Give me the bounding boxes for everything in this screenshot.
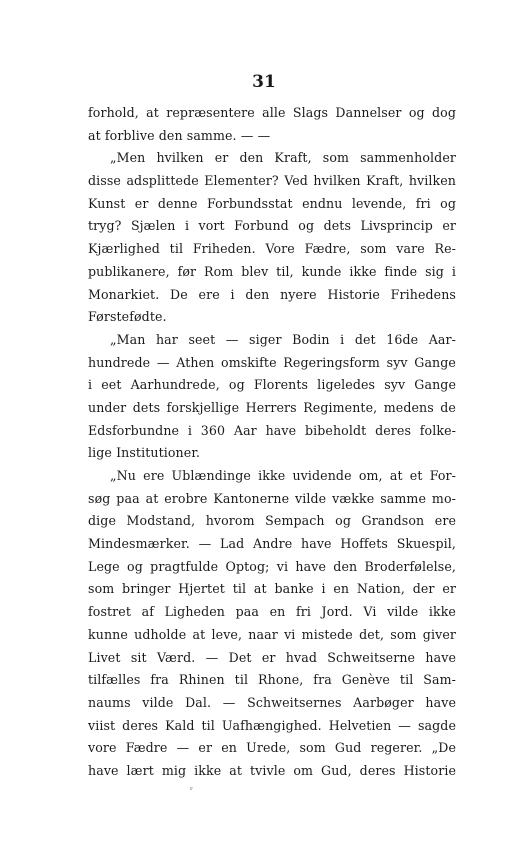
- text-line: Livet sit Værd. — Det er hvad Schweitserne have: [88, 649, 456, 665]
- text-line: tryg? Sjælen i vort Forbund og dets Livsprincip er: [88, 218, 456, 234]
- text-line: fostret af Ligheden paa en fri Jord. Vi vilde ikke: [88, 604, 456, 620]
- text-line: naums vilde Dal. — Schweitsernes Aarbøger have: [88, 694, 456, 710]
- text-line: hundrede — Athen omskifte Regeringsform syv Gange: [88, 354, 456, 370]
- text-line: dige Modstand, hvorom Sempach og Grandson ere: [88, 513, 456, 529]
- text-line: have lært mig ikke at tvivle om Gud, deres Historie: [88, 762, 456, 778]
- page-number: 31: [252, 72, 276, 92]
- text-line: viist deres Kald til Uafhængighed. Helvetien — sagde: [88, 717, 456, 733]
- body-text: [88, 102, 456, 783]
- text-line: under dets forskjellige Herrers Regimente, medens de: [88, 399, 456, 415]
- text-line: Kjærlighed til Friheden. Vore Fædre, som vare Re-: [88, 241, 456, 257]
- text-line: disse adsplittede Elementer? Ved hvilken Kraft, hvilken: [88, 173, 456, 189]
- text-line: kunne udholde at leve, naar vi mistede det, som giver: [88, 626, 456, 642]
- text-line: Monarkiet. De ere i den nyere Historie Frihedens: [88, 286, 456, 302]
- text-line: tilfælles fra Rhinen til Rhone, fra Genève til Sam-: [88, 672, 456, 688]
- text-line: „Man har seet — siger Bodin i det 16de Aar-: [110, 331, 456, 347]
- text-line: forhold, at repræsentere alle Slags Dannelser og dog: [88, 105, 456, 120]
- text-line: vore Fædre — er en Urede, som Gud regerer. „De: [88, 740, 456, 756]
- text-line: Mindesmærker. — Lad Andre have Hoffets Skuespil,: [88, 536, 456, 552]
- text-line: Edsforbundne i 360 Aar have bibeholdt deres folke-: [88, 422, 456, 438]
- text-line: Førstefødte.: [88, 309, 167, 325]
- text-line: Lege og pragtfulde Optog; vi have den Broderfølelse,: [88, 558, 456, 574]
- text-line: „Nu ere Ublændinge ikke uvidende om, at et For-: [110, 468, 456, 483]
- text-line: publikanere, før Rom blev til, kunde ikke finde sig i: [88, 263, 456, 279]
- text-line: Kunst er denne Forbundsstat endnu levende, fri og: [88, 195, 456, 211]
- printer-mark: ʳ: [190, 786, 194, 796]
- text-line: som bringer Hjertet til at banke i en Nation, der er: [88, 581, 456, 597]
- text-line: søg paa at erobre Kantonerne vilde vække samme mo-: [88, 490, 456, 506]
- text-line: at forblive den samme. — —: [88, 127, 271, 143]
- text-line: i eet Aarhundrede, og Florents ligeledes syv Gange: [88, 377, 456, 393]
- text-line: lige Institutioner.: [88, 445, 201, 461]
- text-line: „Men hvilken er den Kraft, som sammenholder: [110, 150, 456, 166]
